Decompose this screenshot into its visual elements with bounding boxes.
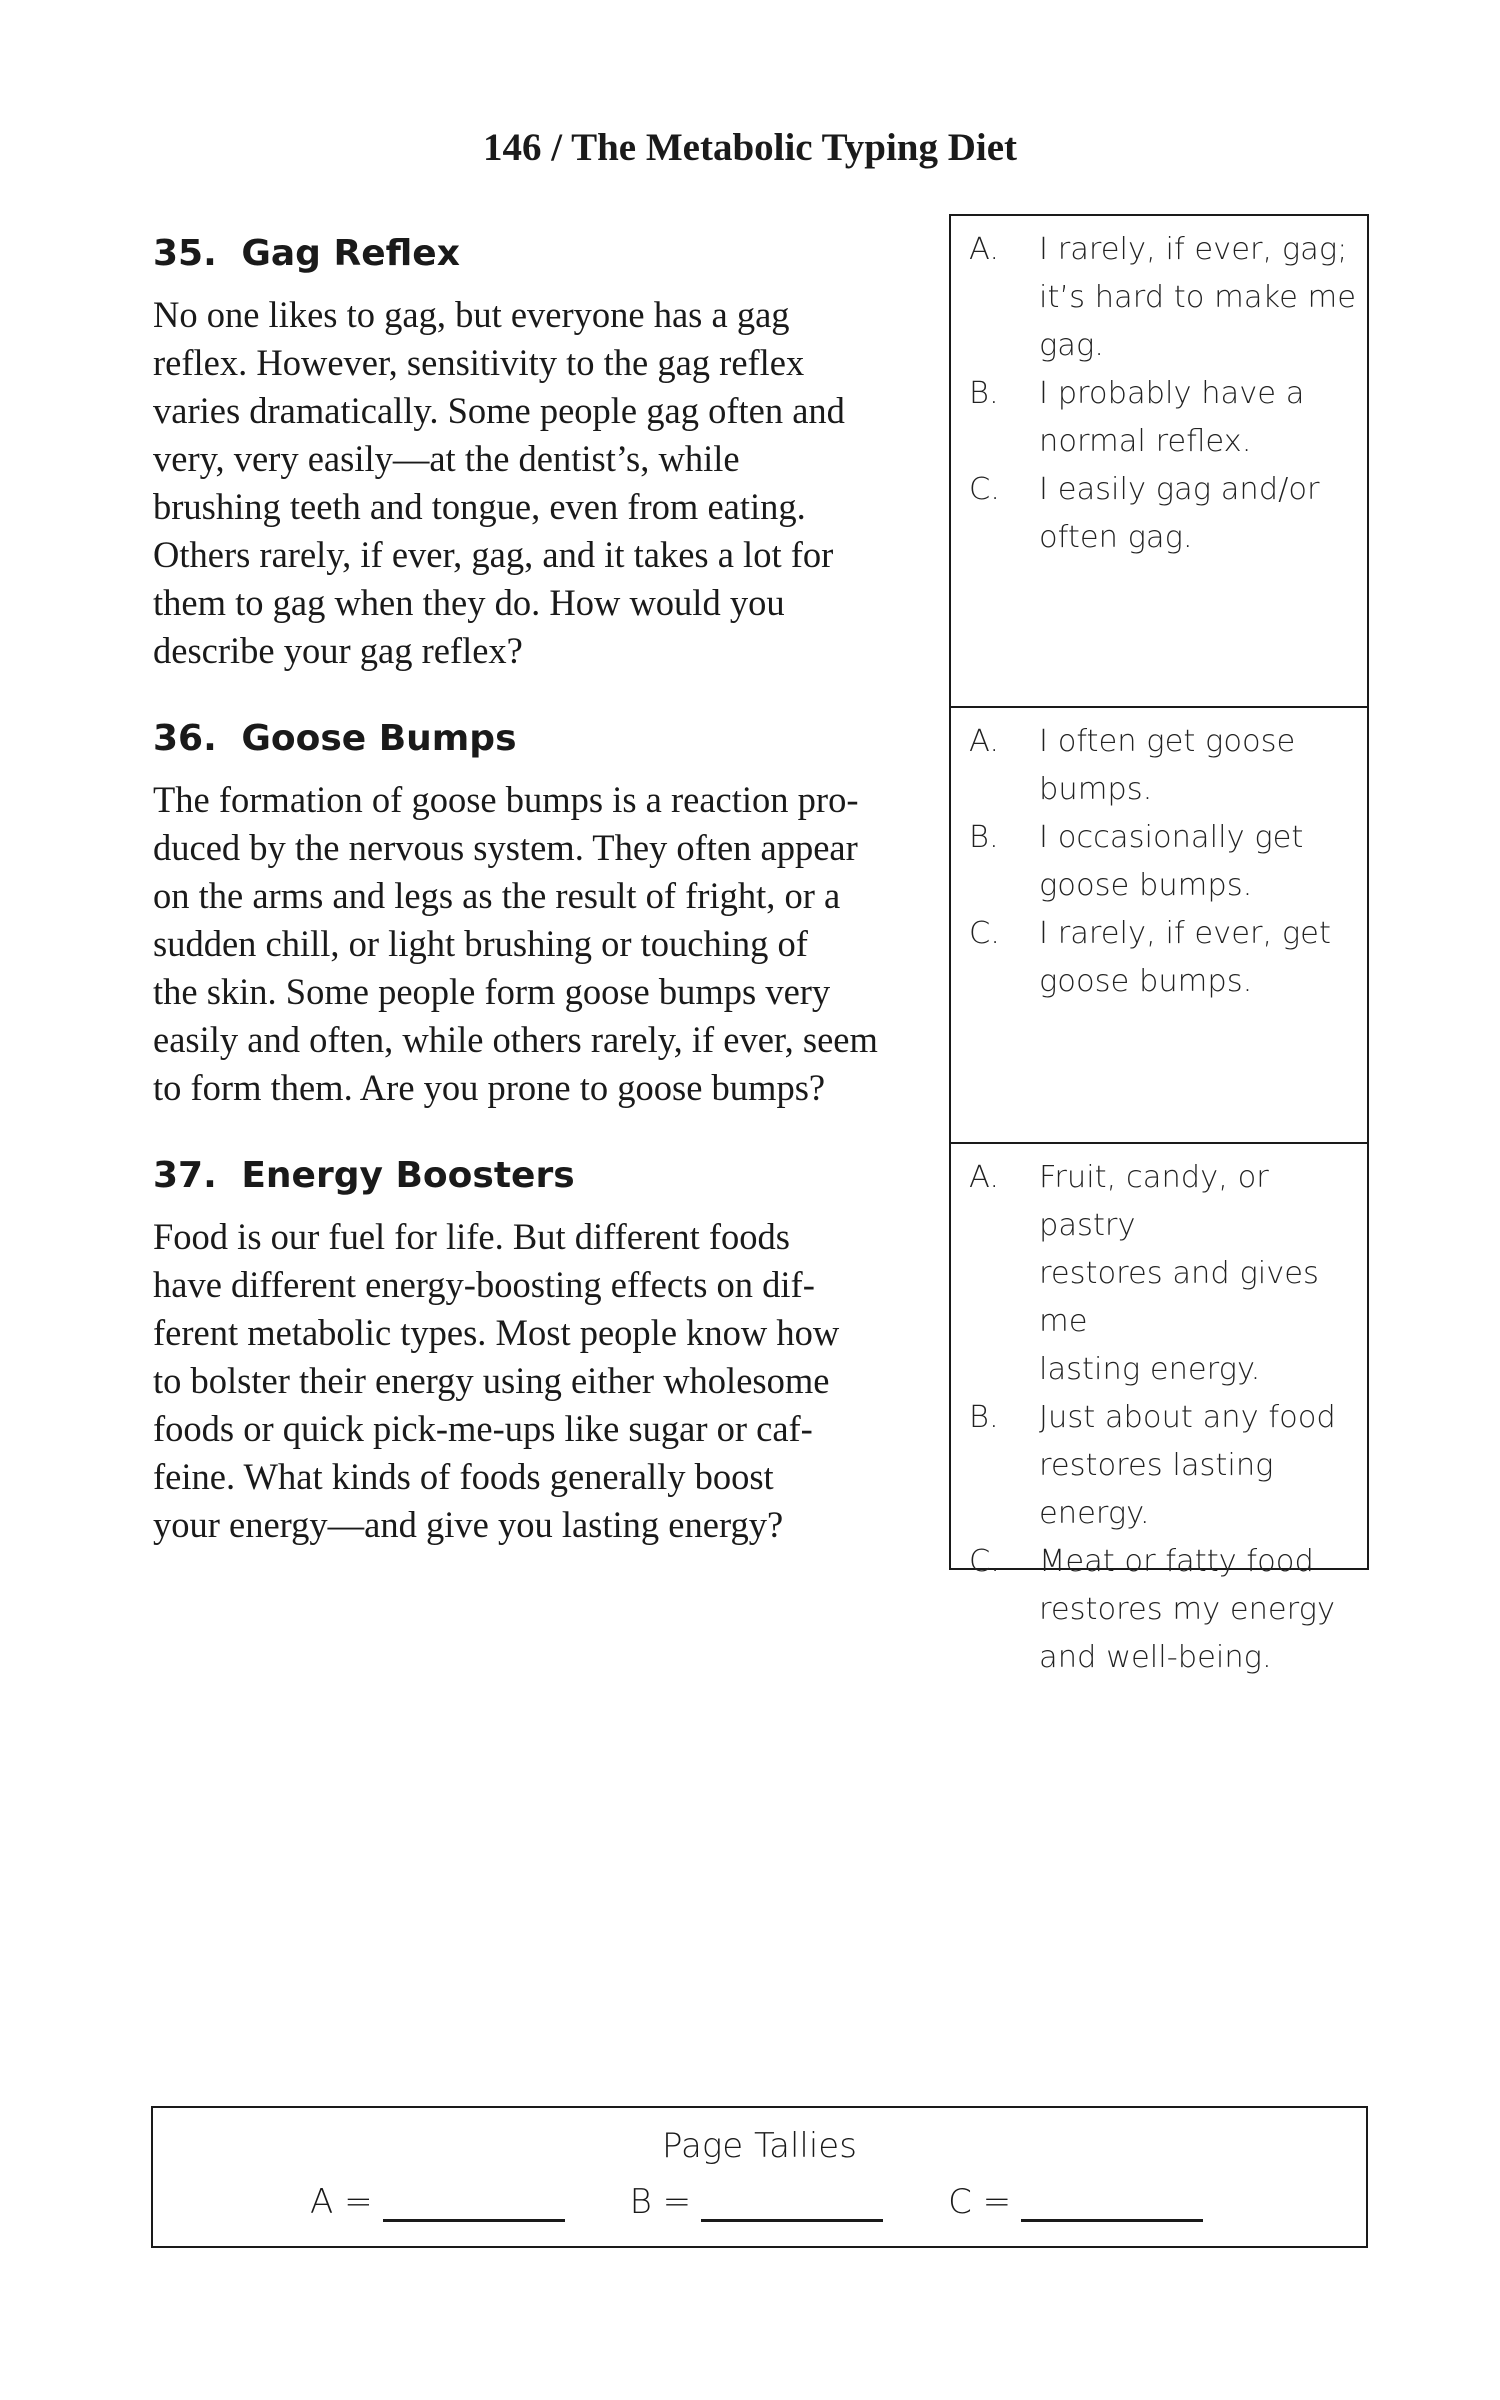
answer-line: it’s hard to make me — [1039, 280, 1357, 315]
question-35-title — [153, 230, 913, 278]
answer-line: I easily gag and/or — [1039, 472, 1320, 507]
question-36-title — [153, 715, 913, 763]
answer-line: restores and gives me — [1039, 1256, 1319, 1339]
body-line: describe your gag reflex? — [153, 630, 523, 671]
tally-a-blank[interactable] — [383, 2185, 565, 2222]
answer-letter: A. — [969, 232, 1000, 267]
answer-letter: B. — [969, 820, 999, 855]
answer-line: Just about any food — [1039, 1400, 1336, 1435]
answer-letter: B. — [969, 376, 999, 411]
answer-option-c[interactable] — [969, 910, 1357, 1006]
answer-text — [1039, 1154, 1357, 1394]
answer-text — [1039, 466, 1357, 562]
answer-line: restores lasting energy. — [1039, 1448, 1274, 1531]
body-line: No one likes to gag, but everyone has a gag — [153, 294, 790, 335]
answer-text — [1039, 814, 1357, 910]
body-line: varies dramatically. Some people gag often and — [153, 390, 845, 431]
answer-line: bumps. — [1039, 772, 1153, 807]
answer-line: I often get goose — [1039, 724, 1296, 759]
answer-text — [1039, 226, 1357, 370]
answer-option-b[interactable] — [969, 814, 1357, 910]
answer-line: I rarely, if ever, gag; — [1039, 232, 1348, 267]
answer-letter: C. — [969, 1544, 1000, 1579]
answer-line: lasting energy. — [1039, 1352, 1261, 1387]
answer-line: often gag. — [1039, 520, 1193, 555]
answer-line: goose bumps. — [1039, 964, 1253, 999]
answer-letter: C. — [969, 472, 1000, 507]
question-36-body — [153, 776, 918, 1112]
body-line: The formation of goose bumps is a reaction pro- — [153, 779, 859, 820]
answer-line: gag. — [1039, 328, 1104, 363]
answer-option-a[interactable] — [969, 226, 1357, 370]
question-heading: Gag Reflex — [241, 233, 460, 274]
body-line: ferent metabolic types. Most people know how — [153, 1312, 840, 1353]
answer-line: I probably have a — [1039, 376, 1305, 411]
tally-c — [948, 2182, 1203, 2222]
question-37-title — [153, 1152, 913, 1200]
body-line: to bolster their energy using either wholesome — [153, 1360, 830, 1401]
body-line: the skin. Some people form goose bumps very — [153, 971, 831, 1012]
answer-line: goose bumps. — [1039, 868, 1253, 903]
tally-b-blank[interactable] — [701, 2185, 883, 2222]
body-line: have different energy-boosting effects on dif- — [153, 1264, 815, 1305]
question-37-answer-box — [949, 1142, 1369, 1675]
body-line: sudden chill, or light brushing or touching of — [153, 923, 808, 964]
body-line: your energy—and give you lasting energy? — [153, 1504, 784, 1545]
body-line: on the arms and legs as the result of fright, or a — [153, 875, 841, 916]
body-line: foods or quick pick-me-ups like sugar or caf- — [153, 1408, 813, 1449]
tally-a — [310, 2182, 565, 2222]
answer-list — [969, 1154, 1357, 1682]
answer-text — [1039, 718, 1357, 814]
answer-line: normal reflex. — [1039, 424, 1252, 459]
tally-row — [310, 2182, 1268, 2222]
question-36-answer-box — [949, 706, 1369, 1144]
answer-line: I rarely, if ever, get — [1039, 916, 1331, 951]
body-line: duced by the nervous system. They often appear — [153, 827, 858, 868]
body-line: to form them. Are you prone to goose bumps? — [153, 1067, 826, 1108]
question-heading: Goose Bumps — [241, 718, 517, 759]
body-line: Others rarely, if ever, gag, and it takes a lot for — [153, 534, 834, 575]
body-line: easily and often, while others rarely, if ever, seem — [153, 1019, 878, 1060]
answer-letter: A. — [969, 724, 1000, 759]
answer-letter: B. — [969, 1400, 999, 1435]
tally-b-label: B = — [629, 2182, 692, 2222]
answer-line: restores my energy — [1039, 1592, 1336, 1627]
page-tallies-box — [151, 2106, 1368, 2248]
answer-option-b[interactable] — [969, 1394, 1357, 1538]
answer-line: I occasionally get — [1039, 820, 1304, 855]
running-head: 146 / The Metabolic Typing Diet — [482, 126, 1018, 169]
question-35-answer-box — [949, 214, 1369, 708]
body-line: them to gag when they do. How would you — [153, 582, 785, 623]
body-line: very, very easily—at the dentist’s, while — [153, 438, 740, 479]
answer-letter: C. — [969, 916, 1000, 951]
tally-c-label: C = — [948, 2182, 1012, 2222]
answer-line: Meat or fatty food — [1039, 1544, 1314, 1579]
body-line: Food is our fuel for life. But different foods — [153, 1216, 790, 1257]
tally-b — [630, 2182, 884, 2222]
question-35-body — [153, 291, 918, 675]
question-37-body — [153, 1213, 918, 1549]
answer-text — [1039, 1538, 1357, 1682]
answer-letter: A. — [969, 1160, 1000, 1195]
question-number: 37. — [153, 1155, 217, 1196]
answer-text — [1039, 910, 1357, 1006]
answer-list — [969, 226, 1357, 562]
body-line: feine. What kinds of foods generally boost — [153, 1456, 774, 1497]
tally-c-blank[interactable] — [1021, 2185, 1203, 2222]
answer-text — [1039, 370, 1357, 466]
answer-line: Fruit, candy, or pastry — [1039, 1160, 1269, 1243]
page-tallies-title: Page Tallies — [662, 2126, 857, 2166]
answer-option-a[interactable] — [969, 1154, 1357, 1394]
body-line: reflex. However, sensitivity to the gag reflex — [153, 342, 805, 383]
answer-option-a[interactable] — [969, 718, 1357, 814]
answer-option-c[interactable] — [969, 1538, 1357, 1682]
answer-list — [969, 718, 1357, 1006]
answer-line: and well-being. — [1039, 1640, 1272, 1675]
answer-text — [1039, 1394, 1357, 1538]
tally-a-label: A = — [310, 2182, 373, 2222]
answer-option-b[interactable] — [969, 370, 1357, 466]
question-heading: Energy Boosters — [241, 1155, 575, 1196]
body-line: brushing teeth and tongue, even from eating. — [153, 486, 806, 527]
question-number: 35. — [153, 233, 217, 274]
answer-option-c[interactable] — [969, 466, 1357, 562]
question-number: 36. — [153, 718, 217, 759]
